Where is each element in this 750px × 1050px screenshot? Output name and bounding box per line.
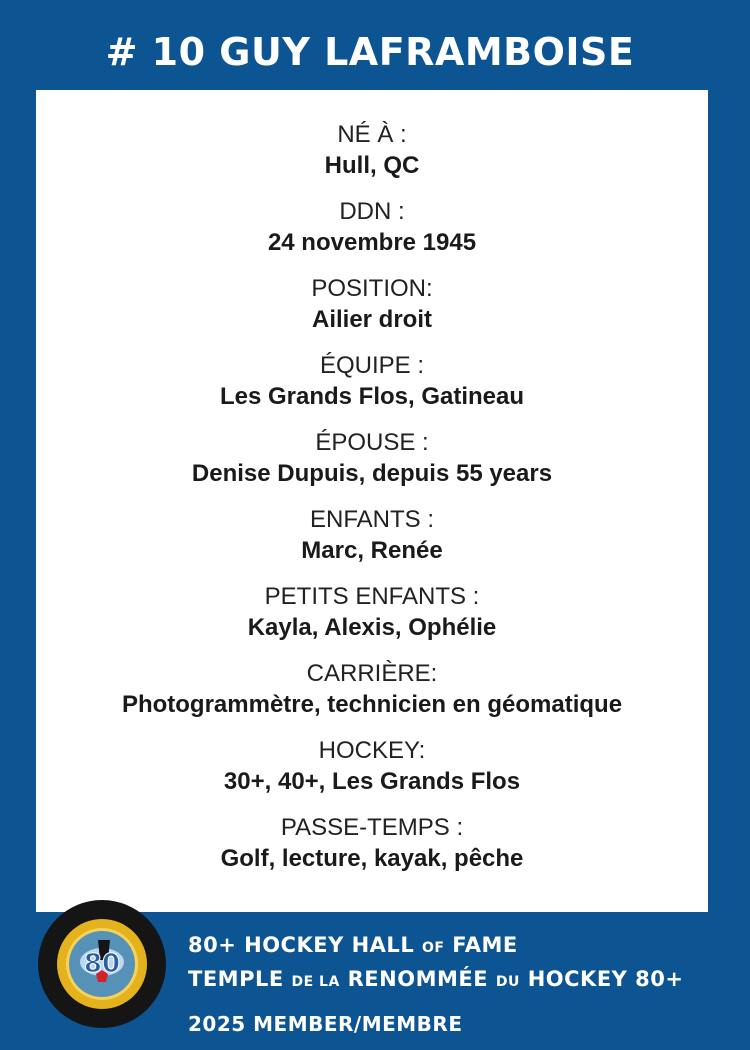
- field-value: Les Grands Flos, Gatineau: [219, 383, 525, 410]
- footer-text-small: OF: [422, 940, 445, 956]
- field-label: HOCKEY:: [318, 737, 426, 764]
- field-value: 24 novembre 1945: [267, 229, 477, 256]
- field-value: 30+, 40+, Les Grands Flos: [223, 768, 521, 795]
- field-position: [36, 274, 708, 351]
- field-value: Golf, lecture, kayak, pêche: [220, 845, 524, 872]
- field-value: Photogrammètre, technicien en géomatique: [121, 691, 623, 718]
- field-value: Hull, QC: [324, 152, 420, 179]
- field-value: Kayla, Alexis, Ophélie: [247, 614, 497, 641]
- field-birthplace: [36, 120, 708, 197]
- footer-member-year: 2025 MEMBER/MEMBRE: [188, 1012, 463, 1036]
- field-label: DDN :: [339, 198, 405, 225]
- footer-text-small: DU: [495, 974, 520, 990]
- hall-of-fame-puck-logo-icon: [38, 900, 166, 1028]
- field-label: PETITS ENFANTS :: [264, 583, 480, 610]
- footer-line-french: [188, 967, 684, 991]
- field-label: ENFANTS :: [309, 506, 435, 533]
- footer-text: 80+ HOCKEY HALL: [188, 933, 423, 957]
- card-title: # 10 GUY LAFRAMBOISE: [105, 30, 635, 74]
- field-spouse: [36, 428, 708, 505]
- field-birthdate: [36, 197, 708, 274]
- logo-number: 80: [83, 949, 121, 979]
- field-label: ÉQUIPE :: [319, 352, 425, 379]
- footer-text: RENOMMÉE: [339, 967, 496, 991]
- field-children: [36, 505, 708, 582]
- field-value: Denise Dupuis, depuis 55 years: [191, 460, 553, 487]
- field-hockey: [36, 736, 708, 813]
- field-team: [36, 351, 708, 428]
- field-label: CARRIÈRE:: [306, 660, 438, 687]
- field-hobbies: [36, 813, 708, 890]
- field-label: POSITION:: [311, 275, 433, 302]
- info-fields: [36, 90, 708, 890]
- field-label: ÉPOUSE :: [315, 429, 429, 456]
- player-info-panel: [36, 90, 708, 912]
- field-label: NÉ À :: [337, 121, 407, 148]
- footer-text: TEMPLE: [188, 967, 292, 991]
- footer-text: FAME: [444, 933, 518, 957]
- field-career: [36, 659, 708, 736]
- field-label: PASSE-TEMPS :: [280, 814, 464, 841]
- footer-text-small: DE LA: [291, 974, 340, 990]
- footer-text: HOCKEY 80+: [519, 967, 684, 991]
- field-value: Marc, Renée: [301, 537, 443, 564]
- field-value: Ailier droit: [311, 306, 432, 333]
- footer-line-english: [188, 933, 518, 957]
- field-grandchildren: [36, 582, 708, 659]
